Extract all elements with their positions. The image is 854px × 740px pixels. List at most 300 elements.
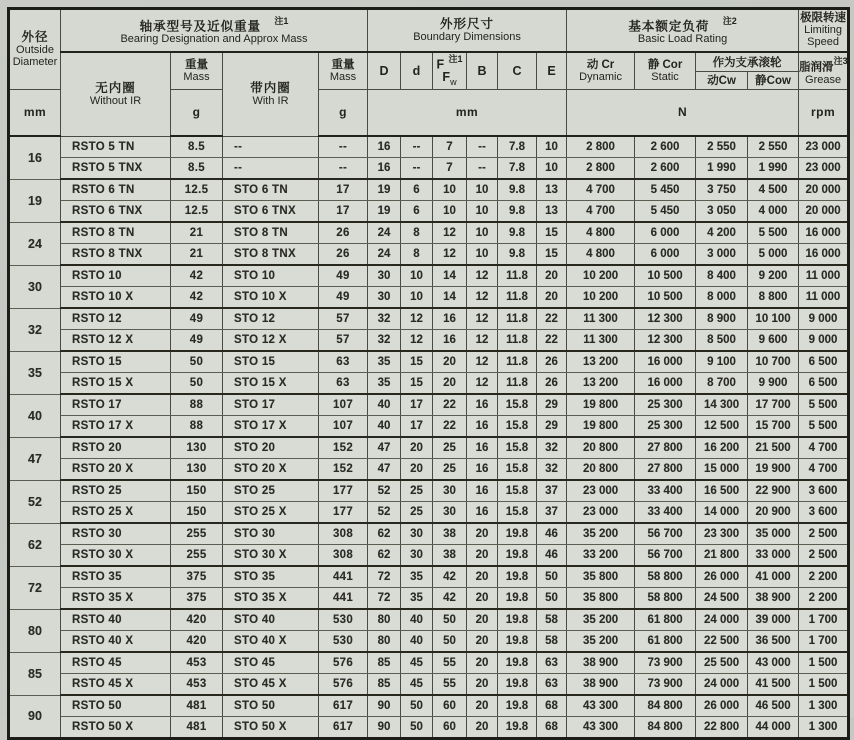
cell-cw: 21 800 bbox=[696, 545, 748, 567]
cell-d: 50 bbox=[401, 695, 433, 717]
cell-d: -- bbox=[401, 158, 433, 180]
speed-group-zh: 极限转速 bbox=[800, 12, 847, 25]
cell-C: 19.8 bbox=[498, 717, 537, 739]
mass2-zh: 重量 bbox=[331, 58, 355, 71]
cell-cw: 14 300 bbox=[696, 394, 748, 416]
unit-speed-rpm: rpm bbox=[799, 89, 849, 136]
table-row bbox=[9, 695, 849, 717]
cell-E: 58 bbox=[537, 631, 567, 653]
cell-F: 25 bbox=[433, 459, 467, 481]
od-label-en1: Outside bbox=[16, 43, 54, 56]
cell-desig_ir: STO 12 X bbox=[223, 330, 319, 352]
cell-F: 16 bbox=[433, 330, 467, 352]
cell-cow: 5 500 bbox=[748, 222, 799, 244]
cell-cw: 24 000 bbox=[696, 609, 748, 631]
cell-desig: RSTO 15 X bbox=[61, 373, 171, 395]
cell-cw: 23 300 bbox=[696, 523, 748, 545]
cell-cw: 24 000 bbox=[696, 674, 748, 696]
cell-mass: 50 bbox=[171, 351, 223, 373]
cell-cor: 61 800 bbox=[635, 609, 696, 631]
cell-cw: 4 200 bbox=[696, 222, 748, 244]
cell-mass: 21 bbox=[171, 222, 223, 244]
bearing-table bbox=[7, 7, 850, 740]
table-body bbox=[9, 136, 849, 739]
od-cell: 80 bbox=[9, 609, 61, 652]
cell-rpm: 6 500 bbox=[799, 373, 849, 395]
cell-desig: RSTO 5 TNX bbox=[61, 158, 171, 180]
cell-rpm: 16 000 bbox=[799, 244, 849, 266]
mass2-en: Mass bbox=[329, 70, 357, 83]
cell-cow: 33 000 bbox=[748, 545, 799, 567]
cell-d: 15 bbox=[401, 373, 433, 395]
cell-mass_ir: 308 bbox=[319, 545, 368, 567]
od-cell: 16 bbox=[9, 136, 61, 179]
cell-B: 20 bbox=[467, 631, 498, 653]
cell-desig: RSTO 30 bbox=[61, 523, 171, 545]
cell-cow: 20 900 bbox=[748, 502, 799, 524]
table-row bbox=[9, 308, 849, 330]
cell-mass: 150 bbox=[171, 480, 223, 502]
load-group-en: Basic Load Rating bbox=[637, 33, 728, 46]
od-cell: 47 bbox=[9, 437, 61, 480]
od-cell: 90 bbox=[9, 695, 61, 739]
bearing-group-zh: 轴承型号及近似重量 bbox=[139, 19, 262, 34]
cell-E: 13 bbox=[537, 201, 567, 223]
dim-Fw-main: F bbox=[442, 69, 451, 84]
table-row bbox=[9, 222, 849, 244]
cell-F: 30 bbox=[433, 480, 467, 502]
cell-C: 11.8 bbox=[498, 330, 537, 352]
cell-B: 16 bbox=[467, 502, 498, 524]
cell-F: 20 bbox=[433, 351, 467, 373]
speed-group-en2: Speed bbox=[807, 36, 839, 49]
cell-cw: 2 550 bbox=[696, 136, 748, 158]
cell-cor: 56 700 bbox=[635, 523, 696, 545]
cell-mass: 130 bbox=[171, 437, 223, 459]
table-row bbox=[9, 674, 849, 696]
table-row bbox=[9, 265, 849, 287]
cell-desig_ir: STO 6 TNX bbox=[223, 201, 319, 223]
cell-d: 45 bbox=[401, 652, 433, 674]
cell-C: 15.8 bbox=[498, 502, 537, 524]
table-row bbox=[9, 566, 849, 588]
cell-D: 72 bbox=[368, 588, 401, 610]
cell-cow: 9 600 bbox=[748, 330, 799, 352]
cell-mass: 8.5 bbox=[171, 136, 223, 158]
cell-E: 26 bbox=[537, 351, 567, 373]
cell-F: 7 bbox=[433, 158, 467, 180]
dim-F-note: 注1 bbox=[448, 54, 463, 65]
cell-F: 38 bbox=[433, 523, 467, 545]
od-label-zh: 外径 bbox=[21, 29, 49, 44]
cell-F: 60 bbox=[433, 695, 467, 717]
cell-cw: 8 900 bbox=[696, 308, 748, 330]
cell-rpm: 4 700 bbox=[799, 459, 849, 481]
cell-D: 30 bbox=[368, 287, 401, 309]
with-ir-zh: 带内圈 bbox=[250, 80, 291, 95]
cell-F: 12 bbox=[433, 244, 467, 266]
cell-B: 12 bbox=[467, 351, 498, 373]
cell-B: 12 bbox=[467, 308, 498, 330]
cell-cor: 84 800 bbox=[635, 695, 696, 717]
cell-desig_ir: STO 10 X bbox=[223, 287, 319, 309]
od-cell: 40 bbox=[9, 394, 61, 437]
cell-cr: 35 200 bbox=[567, 609, 635, 631]
cell-mass_ir: 57 bbox=[319, 308, 368, 330]
cell-desig: RSTO 20 bbox=[61, 437, 171, 459]
cell-cow: 46 500 bbox=[748, 695, 799, 717]
cell-d: 6 bbox=[401, 179, 433, 201]
cor-line2: Static bbox=[651, 70, 679, 83]
cell-cow: 1 990 bbox=[748, 158, 799, 180]
cell-cow: 4 000 bbox=[748, 201, 799, 223]
cell-cw: 14 000 bbox=[696, 502, 748, 524]
cell-cr: 4 800 bbox=[567, 244, 635, 266]
cell-d: 35 bbox=[401, 566, 433, 588]
table-row bbox=[9, 416, 849, 438]
cell-D: 19 bbox=[368, 201, 401, 223]
table-row bbox=[9, 158, 849, 180]
cell-C: 19.8 bbox=[498, 609, 537, 631]
cell-cow: 43 000 bbox=[748, 652, 799, 674]
cell-mass_ir: 308 bbox=[319, 523, 368, 545]
cell-F: 50 bbox=[433, 609, 467, 631]
cell-mass_ir: 441 bbox=[319, 566, 368, 588]
cell-mass_ir: 617 bbox=[319, 695, 368, 717]
cell-mass: 420 bbox=[171, 609, 223, 631]
cell-rpm: 3 600 bbox=[799, 480, 849, 502]
cell-rpm: 3 600 bbox=[799, 502, 849, 524]
cell-cor: 58 800 bbox=[635, 588, 696, 610]
cell-cor: 6 000 bbox=[635, 222, 696, 244]
cell-mass: 42 bbox=[171, 287, 223, 309]
cell-F: 60 bbox=[433, 717, 467, 739]
cell-desig: RSTO 6 TNX bbox=[61, 201, 171, 223]
cell-cow: 41 500 bbox=[748, 674, 799, 696]
cell-cw: 8 000 bbox=[696, 287, 748, 309]
table-row bbox=[9, 545, 849, 567]
cell-desig_ir: STO 17 X bbox=[223, 416, 319, 438]
cr-line2: Dynamic bbox=[579, 70, 622, 83]
od-cell: 35 bbox=[9, 351, 61, 394]
cell-desig_ir: STO 35 bbox=[223, 566, 319, 588]
header-outside-diameter bbox=[9, 9, 61, 90]
unit-od-mm: mm bbox=[9, 89, 61, 136]
cell-rpm: 2 200 bbox=[799, 588, 849, 610]
cell-mass_ir: 576 bbox=[319, 652, 368, 674]
cell-cow: 17 700 bbox=[748, 394, 799, 416]
cell-desig_ir: STO 10 bbox=[223, 265, 319, 287]
table-row bbox=[9, 437, 849, 459]
header-limiting-speed-group bbox=[799, 9, 849, 52]
table-row bbox=[9, 588, 849, 610]
cell-d: -- bbox=[401, 136, 433, 158]
cell-desig_ir: STO 45 bbox=[223, 652, 319, 674]
cell-mass_ir: 576 bbox=[319, 674, 368, 696]
cell-cw: 26 000 bbox=[696, 695, 748, 717]
od-cell: 30 bbox=[9, 265, 61, 308]
cell-rpm: 1 700 bbox=[799, 609, 849, 631]
cell-B: 12 bbox=[467, 330, 498, 352]
cell-D: 85 bbox=[368, 674, 401, 696]
cell-cor: 56 700 bbox=[635, 545, 696, 567]
cell-cr: 13 200 bbox=[567, 351, 635, 373]
cell-d: 12 bbox=[401, 308, 433, 330]
cell-mass: 375 bbox=[171, 588, 223, 610]
cell-C: 7.8 bbox=[498, 136, 537, 158]
cell-cr: 10 200 bbox=[567, 265, 635, 287]
cell-mass: 130 bbox=[171, 459, 223, 481]
cell-d: 40 bbox=[401, 609, 433, 631]
cell-d: 25 bbox=[401, 480, 433, 502]
cell-D: 52 bbox=[368, 480, 401, 502]
cell-cw: 25 500 bbox=[696, 652, 748, 674]
header-mass-without-ir bbox=[171, 52, 223, 90]
cell-B: 20 bbox=[467, 588, 498, 610]
cell-rpm: 1 300 bbox=[799, 717, 849, 739]
cell-cw: 16 200 bbox=[696, 437, 748, 459]
cell-C: 19.8 bbox=[498, 695, 537, 717]
cell-cor: 16 000 bbox=[635, 351, 696, 373]
cell-cr: 35 800 bbox=[567, 566, 635, 588]
cell-cow: 10 700 bbox=[748, 351, 799, 373]
cell-cor: 25 300 bbox=[635, 394, 696, 416]
cell-C: 9.8 bbox=[498, 201, 537, 223]
cell-B: 16 bbox=[467, 437, 498, 459]
cell-desig: RSTO 17 X bbox=[61, 416, 171, 438]
cell-desig: RSTO 35 bbox=[61, 566, 171, 588]
cell-desig: RSTO 10 X bbox=[61, 287, 171, 309]
unit-mass1-g: g bbox=[171, 89, 223, 136]
cell-cor: 2 600 bbox=[635, 158, 696, 180]
cell-mass: 88 bbox=[171, 394, 223, 416]
cell-cr: 20 800 bbox=[567, 437, 635, 459]
with-ir-en: With IR bbox=[252, 94, 289, 107]
cell-desig: RSTO 25 X bbox=[61, 502, 171, 524]
header-mass-with-ir bbox=[319, 52, 368, 90]
cell-cw: 8 500 bbox=[696, 330, 748, 352]
cell-mass_ir: 152 bbox=[319, 459, 368, 481]
cell-E: 68 bbox=[537, 695, 567, 717]
without-ir-en: Without IR bbox=[89, 94, 142, 107]
cell-C: 19.8 bbox=[498, 588, 537, 610]
cell-desig: RSTO 12 X bbox=[61, 330, 171, 352]
header-dynamic-cr bbox=[567, 52, 635, 90]
cell-cw: 3 000 bbox=[696, 244, 748, 266]
cell-D: 35 bbox=[368, 373, 401, 395]
cell-mass: 8.5 bbox=[171, 158, 223, 180]
cell-F: 55 bbox=[433, 652, 467, 674]
cell-desig: RSTO 5 TN bbox=[61, 136, 171, 158]
cell-cr: 2 800 bbox=[567, 158, 635, 180]
catalog-sheet bbox=[7, 7, 850, 740]
boundary-group-zh: 外形尺寸 bbox=[440, 16, 495, 31]
od-cell: 52 bbox=[9, 480, 61, 523]
cell-mass_ir: 17 bbox=[319, 179, 368, 201]
cell-E: 32 bbox=[537, 459, 567, 481]
cell-desig: RSTO 12 bbox=[61, 308, 171, 330]
cell-d: 17 bbox=[401, 416, 433, 438]
cell-B: 16 bbox=[467, 459, 498, 481]
cell-F: 55 bbox=[433, 674, 467, 696]
cell-F: 38 bbox=[433, 545, 467, 567]
cell-F: 25 bbox=[433, 437, 467, 459]
cell-D: 80 bbox=[368, 609, 401, 631]
cell-mass: 420 bbox=[171, 631, 223, 653]
cell-mass_ir: 177 bbox=[319, 502, 368, 524]
cell-rpm: 2 200 bbox=[799, 566, 849, 588]
table-row bbox=[9, 652, 849, 674]
cell-cor: 33 400 bbox=[635, 502, 696, 524]
cell-mass_ir: -- bbox=[319, 158, 368, 180]
cell-cr: 35 200 bbox=[567, 523, 635, 545]
cell-E: 32 bbox=[537, 437, 567, 459]
cell-cow: 35 000 bbox=[748, 523, 799, 545]
cell-B: 16 bbox=[467, 394, 498, 416]
cell-C: 19.8 bbox=[498, 631, 537, 653]
cell-cow: 36 500 bbox=[748, 631, 799, 653]
cell-cor: 73 900 bbox=[635, 652, 696, 674]
cell-cr: 2 800 bbox=[567, 136, 635, 158]
cell-B: -- bbox=[467, 136, 498, 158]
cell-cow: 9 200 bbox=[748, 265, 799, 287]
cell-rpm: 9 000 bbox=[799, 308, 849, 330]
cell-rpm: 2 500 bbox=[799, 545, 849, 567]
cell-d: 45 bbox=[401, 674, 433, 696]
cell-mass_ir: 530 bbox=[319, 609, 368, 631]
cell-cor: 6 000 bbox=[635, 244, 696, 266]
cell-rpm: 16 000 bbox=[799, 222, 849, 244]
cell-E: 20 bbox=[537, 287, 567, 309]
unit-mass2-g: g bbox=[319, 89, 368, 136]
cell-E: 26 bbox=[537, 373, 567, 395]
cell-mass_ir: 107 bbox=[319, 394, 368, 416]
cell-B: 20 bbox=[467, 523, 498, 545]
cell-E: 50 bbox=[537, 566, 567, 588]
cell-desig: RSTO 15 bbox=[61, 351, 171, 373]
table-row bbox=[9, 179, 849, 201]
cell-cr: 11 300 bbox=[567, 308, 635, 330]
cell-F: 50 bbox=[433, 631, 467, 653]
header-dim-d: d bbox=[401, 52, 433, 90]
cell-D: 80 bbox=[368, 631, 401, 653]
cell-desig: RSTO 10 bbox=[61, 265, 171, 287]
load-group-zh: 基本额定负荷 bbox=[628, 19, 710, 34]
cell-C: 9.8 bbox=[498, 222, 537, 244]
cell-cor: 16 000 bbox=[635, 373, 696, 395]
od-cell: 24 bbox=[9, 222, 61, 265]
cell-cw: 24 500 bbox=[696, 588, 748, 610]
cell-F: 10 bbox=[433, 179, 467, 201]
cell-B: 10 bbox=[467, 201, 498, 223]
bearing-group-en: Bearing Designation and Approx Mass bbox=[120, 33, 308, 46]
without-ir-zh: 无内圈 bbox=[95, 80, 136, 95]
cell-desig_ir: -- bbox=[223, 136, 319, 158]
cell-D: 52 bbox=[368, 502, 401, 524]
cell-cw: 8 400 bbox=[696, 265, 748, 287]
cell-cr: 13 200 bbox=[567, 373, 635, 395]
table-row bbox=[9, 609, 849, 631]
cell-B: 12 bbox=[467, 287, 498, 309]
cell-d: 25 bbox=[401, 502, 433, 524]
header-dim-E: E bbox=[537, 52, 567, 90]
unit-load-n: N bbox=[567, 89, 799, 136]
header-support-roller bbox=[696, 52, 799, 72]
cell-desig: RSTO 45 bbox=[61, 652, 171, 674]
cell-cor: 5 450 bbox=[635, 179, 696, 201]
cell-desig: RSTO 25 bbox=[61, 480, 171, 502]
cell-d: 35 bbox=[401, 588, 433, 610]
cell-C: 15.8 bbox=[498, 394, 537, 416]
cell-cr: 23 000 bbox=[567, 480, 635, 502]
cell-D: 90 bbox=[368, 717, 401, 739]
table-row bbox=[9, 459, 849, 481]
cell-desig: RSTO 40 bbox=[61, 609, 171, 631]
cell-E: 29 bbox=[537, 416, 567, 438]
cell-F: 16 bbox=[433, 308, 467, 330]
cell-d: 10 bbox=[401, 265, 433, 287]
cell-desig: RSTO 20 X bbox=[61, 459, 171, 481]
cell-d: 30 bbox=[401, 545, 433, 567]
cell-B: 16 bbox=[467, 480, 498, 502]
cell-C: 11.8 bbox=[498, 373, 537, 395]
cell-D: 40 bbox=[368, 416, 401, 438]
od-cell: 62 bbox=[9, 523, 61, 566]
cell-desig_ir: STO 17 bbox=[223, 394, 319, 416]
header-grease bbox=[799, 52, 849, 90]
cell-cow: 41 000 bbox=[748, 566, 799, 588]
cell-cr: 4 700 bbox=[567, 201, 635, 223]
table-row bbox=[9, 523, 849, 545]
cell-cw: 15 000 bbox=[696, 459, 748, 481]
cell-cor: 84 800 bbox=[635, 717, 696, 739]
cell-C: 19.8 bbox=[498, 545, 537, 567]
cell-desig: RSTO 35 X bbox=[61, 588, 171, 610]
cell-desig_ir: STO 25 bbox=[223, 480, 319, 502]
cell-D: 30 bbox=[368, 265, 401, 287]
cell-cr: 11 300 bbox=[567, 330, 635, 352]
table-row bbox=[9, 351, 849, 373]
cell-D: 62 bbox=[368, 523, 401, 545]
cell-cw: 8 700 bbox=[696, 373, 748, 395]
cell-cr: 19 800 bbox=[567, 416, 635, 438]
cell-B: -- bbox=[467, 158, 498, 180]
cell-E: 46 bbox=[537, 523, 567, 545]
cell-desig_ir: STO 50 X bbox=[223, 717, 319, 739]
cell-mass_ir: 26 bbox=[319, 222, 368, 244]
cell-D: 32 bbox=[368, 308, 401, 330]
cell-E: 37 bbox=[537, 502, 567, 524]
cell-cw: 22 800 bbox=[696, 717, 748, 739]
header-bearing-designation-group bbox=[61, 9, 368, 52]
bearing-group-note: 注1 bbox=[274, 16, 289, 27]
cell-B: 20 bbox=[467, 652, 498, 674]
cell-D: 35 bbox=[368, 351, 401, 373]
cell-E: 63 bbox=[537, 652, 567, 674]
table-row bbox=[9, 373, 849, 395]
cell-mass_ir: 63 bbox=[319, 373, 368, 395]
cell-d: 6 bbox=[401, 201, 433, 223]
cell-cr: 20 800 bbox=[567, 459, 635, 481]
cell-C: 19.8 bbox=[498, 674, 537, 696]
cell-cor: 10 500 bbox=[635, 265, 696, 287]
cell-F: 10 bbox=[433, 201, 467, 223]
cell-E: 50 bbox=[537, 588, 567, 610]
cell-cor: 12 300 bbox=[635, 308, 696, 330]
cell-C: 11.8 bbox=[498, 308, 537, 330]
cell-cw: 3 750 bbox=[696, 179, 748, 201]
cell-cow: 21 500 bbox=[748, 437, 799, 459]
